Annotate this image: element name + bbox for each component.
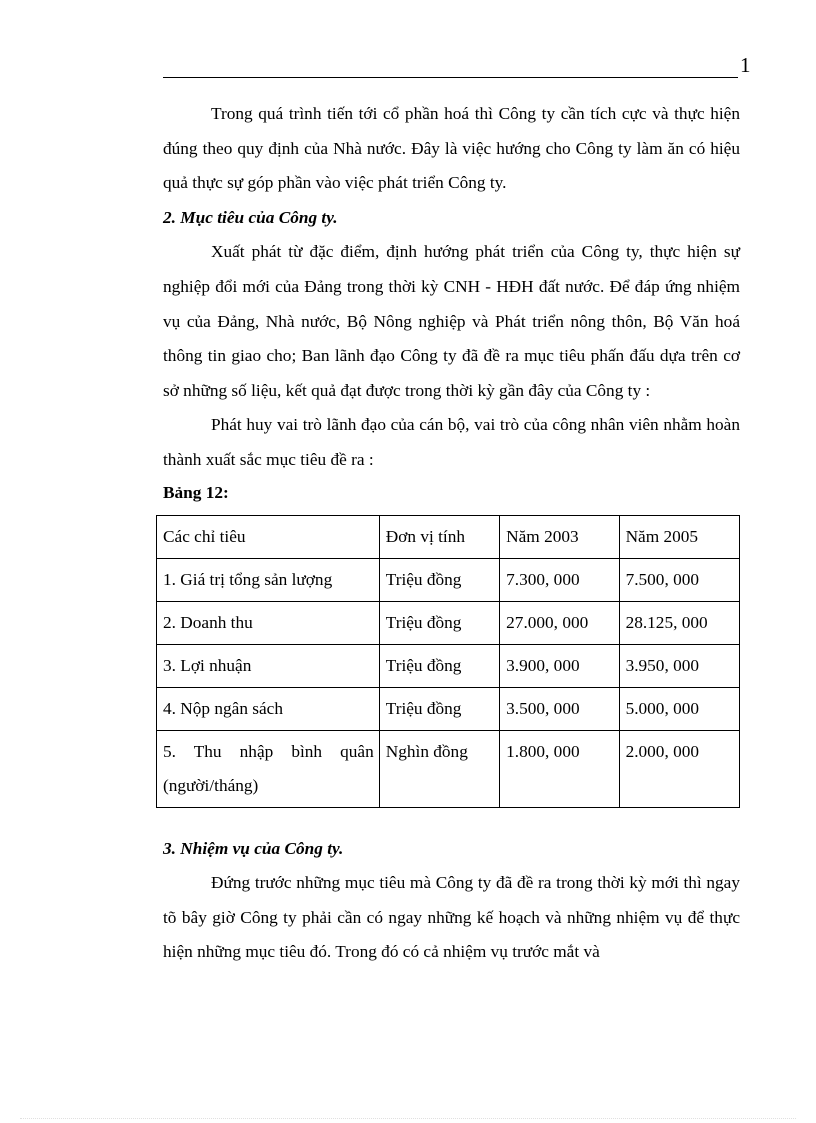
page-number: 1 bbox=[740, 53, 751, 77]
table-cell: 4. Nộp ngân sách bbox=[157, 687, 380, 730]
indicators-table bbox=[156, 515, 740, 808]
header-cell: Các chỉ tiêu bbox=[157, 515, 380, 558]
heading-muc-tieu: 2. Mục tiêu của Công ty. bbox=[163, 207, 338, 227]
footer-rule bbox=[20, 1118, 796, 1119]
table-row bbox=[157, 730, 740, 807]
paragraph-nhiem-vu: Đứng trước những mục tiêu mà Công ty đã đề ra trong thời kỳ mới thì ngay tõ bây giờ Công ty phải cần có ngay những kế hoạch và những nhiệm vụ để thực hiện những mục tiêu đó. Trong đó có cả nhiệm vụ trước mắt và bbox=[163, 873, 740, 962]
paragraph-phat-huy: Phát huy vai trò lãnh đạo của cán bộ, vai trò của công nhân viên nhằm hoàn thành xuất sắc mục tiêu đề ra : bbox=[163, 415, 740, 469]
table-cell: Triệu đồng bbox=[379, 644, 499, 687]
table-row bbox=[157, 558, 740, 601]
document-body bbox=[163, 97, 740, 970]
table-header-row bbox=[157, 515, 740, 558]
table-cell: 1.800, 000 bbox=[500, 730, 619, 807]
header-cell: Đơn vị tính bbox=[379, 515, 499, 558]
table-cell: Nghìn đồng bbox=[379, 730, 499, 807]
table-cell: 3.500, 000 bbox=[500, 687, 619, 730]
paragraph-intro: Trong quá trình tiến tới cổ phần hoá thì Công ty cần tích cực và thực hiện đúng theo quy định của Nhà nước. Đây là việc hướng cho Công ty làm ăn có hiệu quả thực sự góp phần vào việc phát triển Công ty. bbox=[163, 104, 740, 193]
table-row bbox=[157, 601, 740, 644]
table-cell: 2.000, 000 bbox=[619, 730, 739, 807]
table-row bbox=[157, 644, 740, 687]
table-row bbox=[157, 687, 740, 730]
table-cell: 3.950, 000 bbox=[619, 644, 739, 687]
table-cell: 3.900, 000 bbox=[500, 644, 619, 687]
table-cell: 27.000, 000 bbox=[500, 601, 619, 644]
table-cell: Triệu đồng bbox=[379, 687, 499, 730]
table-cell: 3. Lợi nhuận bbox=[157, 644, 380, 687]
table-cell: 5.000, 000 bbox=[619, 687, 739, 730]
heading-nhiem-vu: 3. Nhiệm vụ của Công ty. bbox=[163, 838, 344, 858]
header-rule bbox=[163, 77, 738, 78]
table-cell: Triệu đồng bbox=[379, 558, 499, 601]
paragraph-muc-tieu: Xuất phát từ đặc điểm, định hướng phát triển của Công ty, thực hiện sự nghiệp đổi mới của Đảng trong thời kỳ CNH - HĐH đất nước. Để đáp ứng nhiệm vụ của Đảng, Nhà nước, Bộ Nông nghiệp và Phát triển nông thôn, Bộ Văn hoá thông tin giao cho; Ban lãnh đạo Công ty đã đề ra mục tiêu phấn đấu dựa trên cơ sở những số liệu, kết quả đạt được trong thời kỳ gần đây của Công ty : bbox=[163, 242, 740, 400]
header-cell: Năm 2005 bbox=[619, 515, 739, 558]
table-cell: 1. Giá trị tổng sản lượng bbox=[157, 558, 380, 601]
header-cell: Năm 2003 bbox=[500, 515, 619, 558]
table-cell: 7.500, 000 bbox=[619, 558, 739, 601]
page-header bbox=[163, 53, 751, 79]
table-caption: Bảng 12: bbox=[163, 482, 229, 502]
table-cell: 5. Thu nhập bình quân (người/tháng) bbox=[157, 730, 380, 807]
table-cell: 28.125, 000 bbox=[619, 601, 739, 644]
section-spacer bbox=[163, 808, 740, 832]
table-cell: 2. Doanh thu bbox=[157, 601, 380, 644]
table-cell: 7.300, 000 bbox=[500, 558, 619, 601]
table-cell: Triệu đồng bbox=[379, 601, 499, 644]
